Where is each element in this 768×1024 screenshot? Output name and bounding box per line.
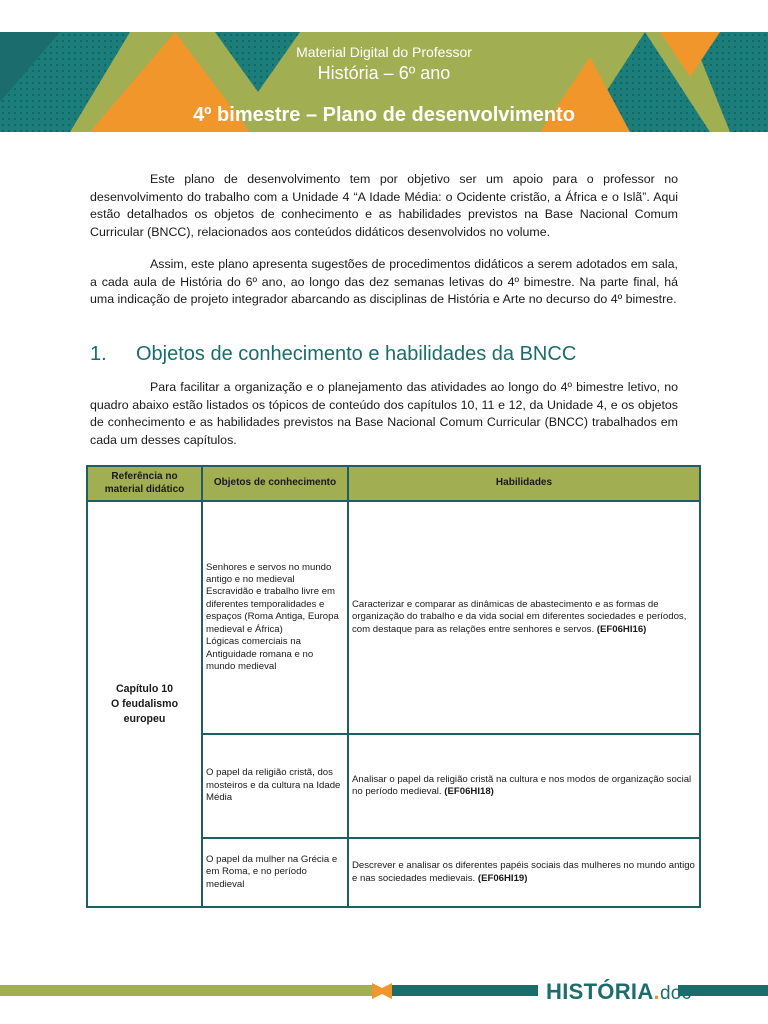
skill-cell (348, 838, 700, 907)
object-item: Escravidão e trabalho livre em diferentes temporalidades e espaços (Roma Antiga, Europa medieval e África) (206, 586, 339, 635)
banner-subtitle: Material Digital do Professor (296, 44, 472, 60)
objects-cell (202, 501, 348, 734)
chapter-title: O feudalismo europeu (110, 697, 179, 725)
header-skills: Habilidades (348, 466, 700, 501)
skill-cell (348, 734, 700, 838)
skill-cell (348, 501, 700, 734)
skill-code: (EF06HI18) (444, 786, 494, 797)
skill-code: (EF06HI16) (596, 623, 647, 635)
object-item: Lógicas comerciais na Antiguidade romana e no mundo medieval (206, 636, 314, 672)
intro-paragraph-2: Assim, este plano apresenta sugestões de procedimentos didáticos a serem adotados em sala, a cada aula de História do 6º ano, ao longo das dez semanas letivas do 4º bimestre. Na parte final, há uma indicação de projeto integrador abarcando as disciplinas de História e Arte no decurso do 4º bimestre. (90, 257, 678, 307)
skill-text: Caracterizar e comparar as dinâmicas de abastecimento e as formas de organização do trabalho e da vida social em diferentes sociedades e períodos, com destaque para as relações entre senhores e servos. (352, 598, 687, 635)
skill-text: Descrever e analisar os diferentes papéis sociais das mulheres no mundo antigo e nas sociedades medievais. (352, 860, 695, 884)
section-number: 1. (90, 343, 107, 365)
page-title: 4º bimestre – Plano de desenvolvimento (193, 104, 575, 126)
objects-cell (202, 838, 348, 907)
object-item: Senhores e servos no mundo antigo e no medieval (206, 561, 332, 586)
section-heading (90, 343, 576, 366)
bncc-table (86, 465, 701, 908)
historia-doc-logo: HISTÓRIA.doc (546, 979, 692, 1004)
reference-cell (87, 501, 202, 907)
header-banner (0, 32, 768, 132)
banner-subject: História – 6º ano (317, 63, 451, 83)
intro-paragraph-1: Este plano de desenvolvimento tem por objetivo ser um apoio para o professor no desenvolvimento do trabalho com a Unidade 4 “A Idade Média: o Ocidente cristão, a África e o Islã”. Aqui estão detalhados os objetos de conhecimento e as habilidades previstos na Base Nacional Comum Curricular (BNCC), relacionados aos conteúdos didáticos desenvolvidos no volume. (90, 172, 678, 239)
objects-cell (202, 734, 348, 838)
table-row (87, 501, 700, 734)
chapter-number: Capítulo 10 (115, 682, 174, 695)
skill-text: Analisar o papel da religião cristã na cultura e nos modos de organização social no período medieval. (352, 773, 692, 797)
object-item: O papel da mulher na Grécia e em Roma, e no período medieval (206, 853, 338, 890)
section-paragraph: Para facilitar a organização e o planejamento das atividades ao longo do 4º bimestre letivo, no quadro abaixo estão listados os tópicos de conteúdo dos capítulos 10, 11 e 12, da Unidade 4, e os objetos de conhecimento e as habilidades previstos na Base Nacional Comum Curricular (BNCC) trabalhados em cada um desses capítulos. (90, 380, 678, 447)
skill-code: (EF06HI19) (477, 872, 528, 884)
header-objects: Objetos de conhecimento (202, 466, 348, 501)
object-item: O papel da religião cristã, dos mosteiros e da cultura na Idade Média (206, 767, 341, 804)
header-reference: Referência no material didático (87, 466, 202, 501)
table-header-row (87, 466, 700, 501)
section-title: Objetos de conhecimento e habilidades da BNCC (136, 343, 577, 365)
